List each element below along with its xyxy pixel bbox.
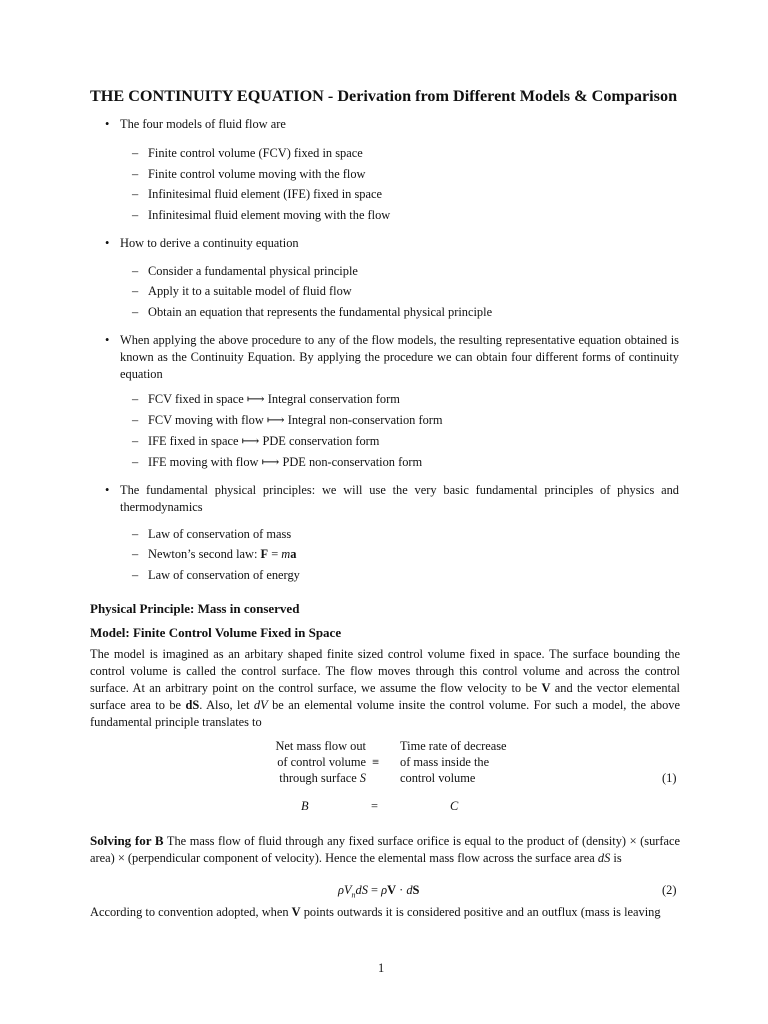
bullet-text: The fundamental physical principles: we will use the very basic fundamental principles of physics and thermodynamics [120, 483, 679, 514]
list-item: – Finite control volume moving with the flow [132, 167, 366, 181]
section-heading-model: Model: Finite Control Volume Fixed in Space [90, 625, 342, 640]
list-item: – IFE moving with flow ⟼ PDE non-conservation form [132, 455, 423, 469]
solving-paragraph: Solving for B The mass flow of fluid through any fixed surface orifice is equal to the product of (density) × (surface area) × (perpendicular component of velocity). Hence the elemental mass flow across the surface area dS is [90, 833, 681, 865]
symbol-B: B [301, 799, 309, 813]
bullet-fluid-models [107, 116, 679, 133]
convention-line: According to convention adopted, when V points outwards it is considered positive and an outflux (mass is leaving [90, 905, 661, 919]
equals-symbol: = [371, 799, 378, 813]
symbol-C: C [450, 799, 459, 813]
bullet-dot: • [105, 483, 110, 497]
list-item: – Apply it to a suitable model of fluid flow [132, 284, 352, 298]
equivalence-symbol: ≡ [372, 755, 379, 769]
bullet-dot: • [105, 333, 110, 347]
list-item: – Law of conservation of energy [132, 568, 300, 582]
equation-number-2: (2) [662, 883, 677, 897]
list-item: – Law of conservation of mass [132, 527, 292, 541]
equation-1-left: Net mass flow out of control volume through surface S [275, 739, 366, 785]
list-item: – IFE fixed in space ⟼ PDE conservation form [132, 434, 380, 448]
bullet-text: The four models of fluid flow are [120, 117, 286, 131]
bullet-dot: • [105, 117, 110, 131]
equation-2: $\rho V_ndS = \rho V$ · dS [338, 883, 420, 900]
list-item: – FCV fixed in space ⟼ Integral conservation form [132, 392, 400, 406]
section-heading-principle: Physical Principle: Mass in conserved [90, 601, 300, 616]
bullet-text: How to derive a continuity equation [120, 236, 299, 250]
list-item: – Finite control volume (FCV) fixed in space [132, 146, 363, 160]
list-item: – FCV moving with flow ⟼ Integral non-conservation form [132, 413, 443, 427]
equation-1-right: Time rate of decrease of mass inside the control volume [400, 739, 507, 785]
bullet-procedure [107, 332, 679, 383]
list-item: – Infinitesimal fluid element (IFE) fixed in space [132, 187, 382, 201]
bullet-principles [107, 482, 679, 516]
list-item: – Newton’s second law: F = ma [132, 547, 297, 561]
list-item: – Consider a fundamental physical principle [132, 264, 358, 278]
page-title: THE CONTINUITY EQUATION - Derivation from Different Models & Comparison [90, 87, 678, 105]
bullet-text: When applying the above procedure to any of the flow models, the resulting representative equation obtained is known as the Continuity Equation. By applying the procedure we can obtain four different forms of continuity equation [120, 333, 679, 381]
equation-number-1: (1) [662, 771, 677, 785]
page-number: 1 [378, 961, 385, 975]
bullet-derive [107, 235, 679, 252]
model-paragraph: The model is imagined as an arbitary shaped finite sized control volume fixed in space. The surface bounding the control volume is called the control surface. The flow moves through this control volume and across the control surface. At an arbitrary point on the control surface, we assume the flow velocity to be V and the vector elemental surface area to be dS. Also, let dV be an elemental volume insite the control volume. For such a model, the above fundamental principle translates to [90, 647, 680, 729]
bullet-dot: • [105, 236, 110, 250]
list-item: – Infinitesimal fluid element moving with the flow [132, 208, 391, 222]
list-item: – Obtain an equation that represents the fundamental physical principle [132, 305, 493, 319]
